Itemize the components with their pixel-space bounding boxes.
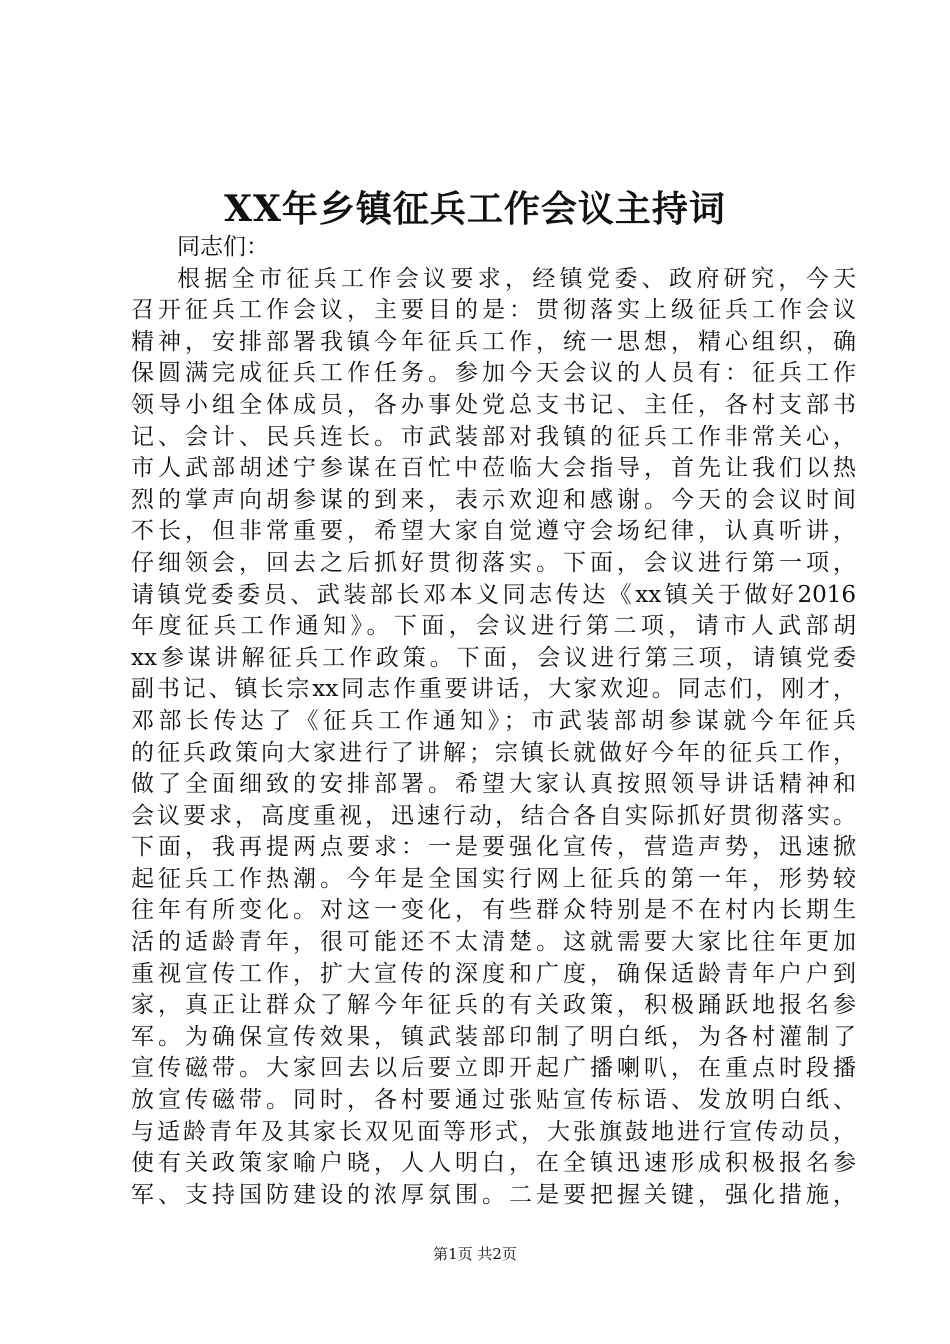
paragraph-line: 往年有所变化。对这一变化，有些群众特别是不在村内长期生 [131, 897, 856, 924]
paragraph-line: 放宣传磁带。同时，各村要通过张贴宣传标语、发放明白纸、 [131, 1087, 856, 1114]
paragraph-line: 家，真正让群众了解今年征兵的有关政策，积极踊跃地报名参 [131, 992, 856, 1019]
paragraph-line: 精神，安排部署我镇今年征兵工作，统一思想，精心组织，确 [131, 328, 856, 355]
paragraph-line: 请镇党委委员、武装部长邓本义同志传达《xx镇关于做好2016 [131, 581, 856, 608]
paragraph-line: 年度征兵工作通知》。下面，会议进行第二项，请市人武部胡 [131, 613, 856, 640]
paragraph-line: 使有关政策家喻户晓，人人明白，在全镇迅速形成积极报名参 [131, 1150, 856, 1177]
paragraph-line: 重视宣传工作，扩大宣传的深度和广度，确保适龄青年户户到 [131, 960, 856, 987]
paragraph-line: 会议要求，高度重视，迅速行动，结合各自实际抓好贯彻落实。 [131, 802, 856, 829]
paragraph-line: 召开征兵工作会议，主要目的是：贯彻落实上级征兵工作会议 [131, 297, 856, 324]
page-number-footer: 第1页 共2页 [433, 1245, 517, 1263]
paragraph-line: xx参谋讲解征兵工作政策。下面，会议进行第三项，请镇党委 [131, 644, 856, 671]
paragraph-line: 起征兵工作热潮。今年是全国实行网上征兵的第一年，形势较 [131, 865, 856, 892]
paragraph-line: 与适龄青年及其家长双见面等形式，大张旗鼓地进行宣传动员， [131, 1118, 856, 1145]
paragraph-line: 做了全面细致的安排部署。希望大家认真按照领导讲话精神和 [131, 771, 856, 798]
salutation: 同志们： [177, 234, 269, 260]
document-title: XX年乡镇征兵工作会议主持词 [224, 188, 726, 230]
paragraph-line: 领导小组全体成员，各办事处党总支书记、主任，各村支部书 [131, 391, 856, 418]
paragraph-line: 的征兵政策向大家进行了讲解；宗镇长就做好今年的征兵工作， [131, 739, 856, 766]
paragraph-line: 记、会计、民兵连长。市武装部对我镇的征兵工作非常关心， [131, 423, 856, 450]
paragraph-line: 邓部长传达了《征兵工作通知》；市武装部胡参谋就今年征兵 [131, 707, 856, 734]
paragraph-line: 烈的掌声向胡参谋的到来，表示欢迎和感谢。今天的会议时间 [131, 486, 856, 513]
paragraph-line: 宣传磁带。大家回去以后要立即开起广播喇叭，在重点时段播 [131, 1055, 856, 1082]
paragraph-line: 市人武部胡述宁参谋在百忙中莅临大会指导，首先让我们以热 [131, 455, 856, 482]
paragraph-line: 军、支持国防建设的浓厚氛围。二是要把握关键，强化措施， [131, 1181, 856, 1208]
paragraph-line: 仔细领会，回去之后抓好贯彻落实。下面，会议进行第一项， [131, 549, 856, 576]
paragraph-line: 军。为确保宣传效果，镇武装部印制了明白纸，为各村灌制了 [131, 1023, 856, 1050]
paragraph-line: 副书记、镇长宗xx同志作重要讲话，大家欢迎。同志们，刚才， [131, 676, 856, 703]
paragraph-line: 不长，但非常重要，希望大家自觉遵守会场纪律，认真听讲， [131, 518, 856, 545]
paragraph-line: 活的适龄青年，很可能还不太清楚。这就需要大家比往年更加 [131, 929, 856, 956]
paragraph-line: 根据全市征兵工作会议要求，经镇党委、政府研究，今天 [177, 265, 856, 292]
paragraph-line: 保圆满完成征兵工作任务。参加今天会议的人员有：征兵工作 [131, 360, 856, 387]
document-body [131, 232, 856, 1211]
paragraph-line: 下面，我再提两点要求：一是要强化宣传，营造声势，迅速掀 [131, 834, 856, 861]
